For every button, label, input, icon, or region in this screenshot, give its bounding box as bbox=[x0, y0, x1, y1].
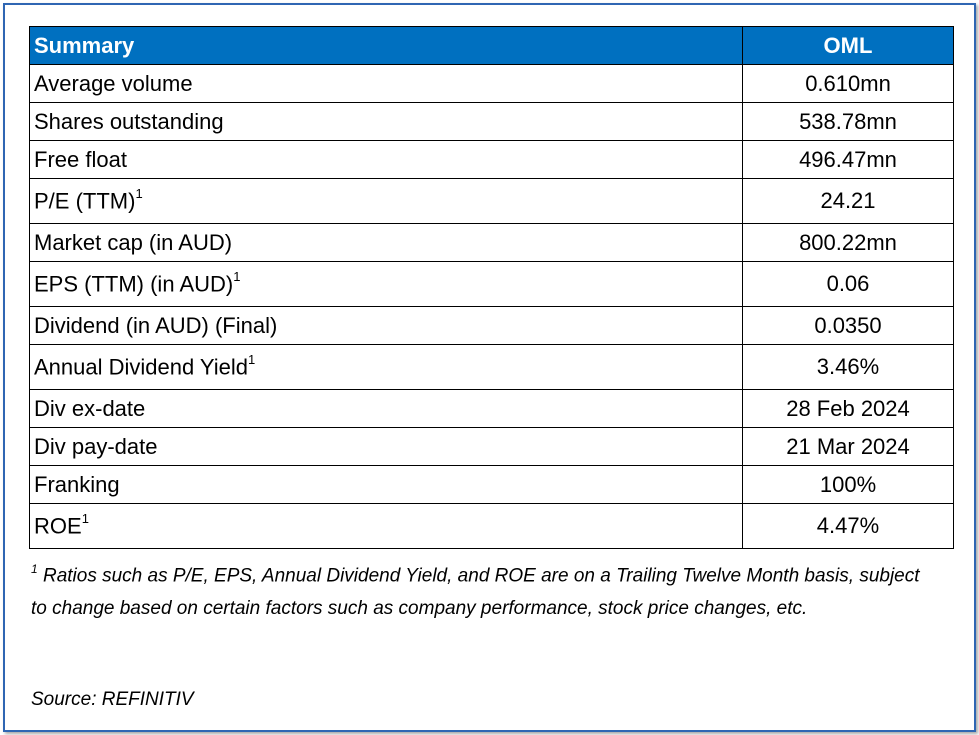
row-label-text: Average volume bbox=[34, 70, 193, 96]
row-label-text: Div ex-date bbox=[34, 395, 146, 421]
row-value: 0.610mn bbox=[743, 65, 954, 103]
table-header-row bbox=[30, 27, 954, 65]
table-row bbox=[30, 103, 954, 141]
table-row bbox=[30, 345, 954, 390]
row-label-text: Free float bbox=[34, 146, 127, 172]
table-row bbox=[30, 466, 954, 504]
table-row bbox=[30, 65, 954, 103]
table-row bbox=[30, 428, 954, 466]
table-row bbox=[30, 307, 954, 345]
row-label-text: Franking bbox=[34, 471, 120, 497]
row-value: 0.06 bbox=[743, 262, 954, 307]
table-row bbox=[30, 390, 954, 428]
row-value: 538.78mn bbox=[743, 103, 954, 141]
row-value: 0.0350 bbox=[743, 307, 954, 345]
footnote-text: Ratios such as P/E, EPS, Annual Dividend Yield, and ROE are on a Trailing Twelve Month basis, subject to change based on certain factors such as company performance, stock price changes, etc. bbox=[31, 565, 920, 620]
row-label bbox=[30, 307, 743, 345]
footnote-ref: 1 bbox=[233, 268, 241, 284]
summary-card bbox=[3, 3, 976, 732]
row-value: 800.22mn bbox=[743, 224, 954, 262]
table-row bbox=[30, 262, 954, 307]
row-label-text: P/E (TTM) bbox=[34, 188, 136, 214]
row-label bbox=[30, 504, 743, 549]
source-note: Source: REFINITIV bbox=[31, 689, 194, 710]
row-label-text: Div pay-date bbox=[34, 433, 158, 459]
row-label bbox=[30, 103, 743, 141]
header-summary: Summary bbox=[30, 27, 743, 65]
row-label-text: Annual Dividend Yield bbox=[34, 354, 249, 380]
row-label-text: EPS (TTM) (in AUD) bbox=[34, 271, 234, 297]
row-label bbox=[30, 179, 743, 224]
footnote bbox=[31, 554, 931, 625]
row-value: 496.47mn bbox=[743, 141, 954, 179]
row-value: 100% bbox=[743, 466, 954, 504]
header-ticker: OML bbox=[743, 27, 954, 65]
table-row bbox=[30, 141, 954, 179]
row-value: 28 Feb 2024 bbox=[743, 390, 954, 428]
row-label-text: ROE bbox=[34, 513, 82, 539]
row-label bbox=[30, 141, 743, 179]
row-label bbox=[30, 65, 743, 103]
table-row bbox=[30, 179, 954, 224]
table-row bbox=[30, 504, 954, 549]
row-label-text: Dividend (in AUD) (Final) bbox=[34, 312, 278, 338]
footnote-ref: 1 bbox=[81, 510, 89, 526]
row-value: 24.21 bbox=[743, 179, 954, 224]
row-label bbox=[30, 345, 743, 390]
summary-table bbox=[29, 26, 954, 549]
row-value: 4.47% bbox=[743, 504, 954, 549]
footnote-ref: 1 bbox=[248, 351, 256, 367]
row-value: 21 Mar 2024 bbox=[743, 428, 954, 466]
footnote-marker: 1 bbox=[31, 562, 38, 576]
row-label-text: Market cap (in AUD) bbox=[34, 229, 233, 255]
row-value: 3.46% bbox=[743, 345, 954, 390]
row-label bbox=[30, 466, 743, 504]
row-label bbox=[30, 428, 743, 466]
row-label-text: Shares outstanding bbox=[34, 108, 224, 134]
footnote-ref: 1 bbox=[135, 185, 143, 201]
table-row bbox=[30, 224, 954, 262]
row-label bbox=[30, 224, 743, 262]
row-label bbox=[30, 390, 743, 428]
row-label bbox=[30, 262, 743, 307]
